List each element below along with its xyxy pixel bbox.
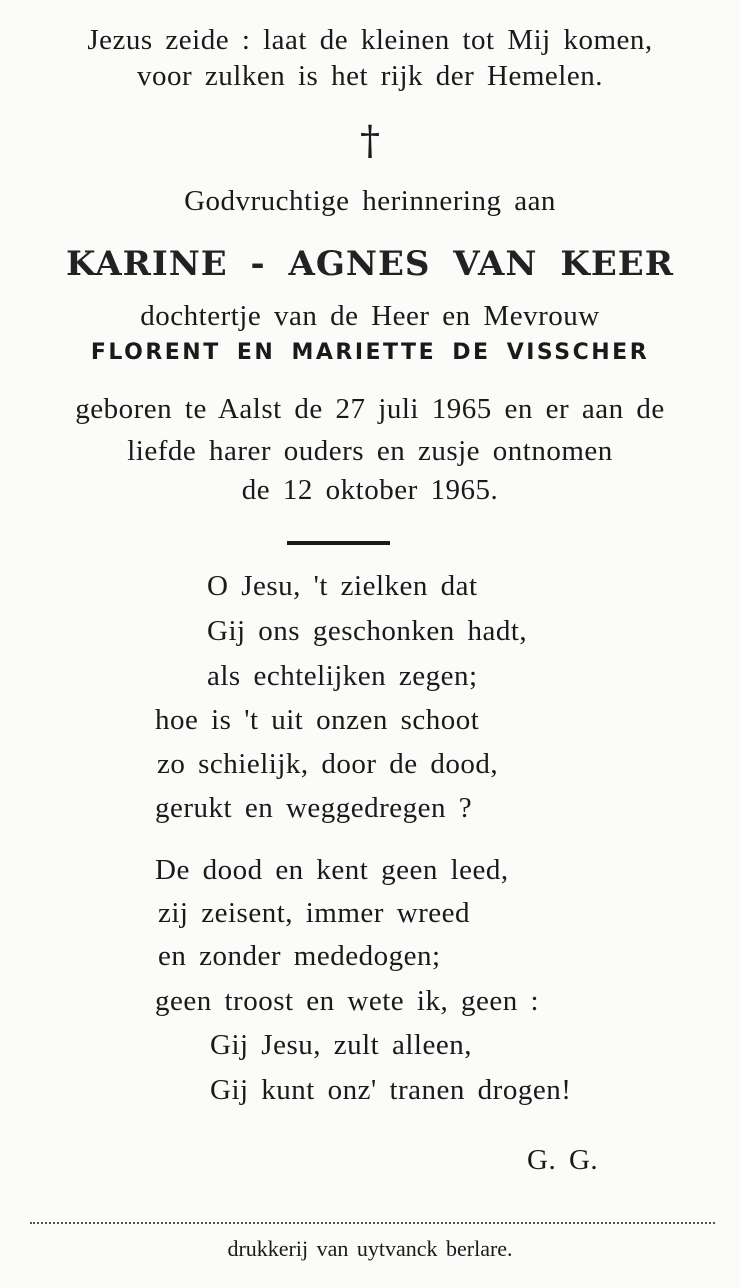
poem-line: Gij ons geschonken hadt, [207, 615, 528, 647]
poem-line: Gij kunt onz' tranen drogen! [210, 1074, 572, 1106]
poem-line: geen troost en wete ik, geen : [155, 985, 540, 1017]
printer-credit: drukkerij van uytvanck berlare. [227, 1236, 513, 1261]
poem-line: O Jesu, 't zielken dat [207, 570, 478, 602]
relation-text: dochtertje van de Heer en Mevrouw [140, 300, 600, 332]
poem-line: en zonder mededogen; [158, 940, 441, 972]
poem-line: De dood en kent geen leed, [155, 854, 509, 886]
poem-line: gerukt en weggedregen ? [155, 792, 473, 824]
details-line-3: de 12 oktober 1965. [241, 474, 499, 506]
divider-rule [287, 541, 390, 545]
parents-names: FLORENT EN MARIETTE DE VISSCHER [90, 340, 650, 365]
poem-line: zij zeisent, immer wreed [158, 897, 471, 929]
dotted-divider [30, 1222, 715, 1224]
poem-line: hoe is 't uit onzen schoot [155, 704, 480, 736]
signature: G. G. [527, 1144, 599, 1176]
cross-icon: † [360, 118, 380, 164]
deceased-name: KARINE - AGNES VAN KEER [66, 244, 674, 284]
poem-line: zo schielijk, door de dood, [157, 748, 499, 780]
poem-line: Gij Jesu, zult alleen, [210, 1029, 472, 1061]
quote-line-1: Jezus zeide : laat de kleinen tot Mij komen, [87, 24, 653, 56]
details-line-2: liefde harer ouders en zusje ontnomen [127, 435, 613, 467]
poem-line: als echtelijken zegen; [207, 660, 478, 692]
quote-line-2: voor zulken is het rijk der Hemelen. [137, 60, 603, 92]
details-line-1: geboren te Aalst de 27 juli 1965 en er aan de [75, 393, 665, 425]
intro-text: Godvruchtige herinnering aan [184, 185, 556, 217]
